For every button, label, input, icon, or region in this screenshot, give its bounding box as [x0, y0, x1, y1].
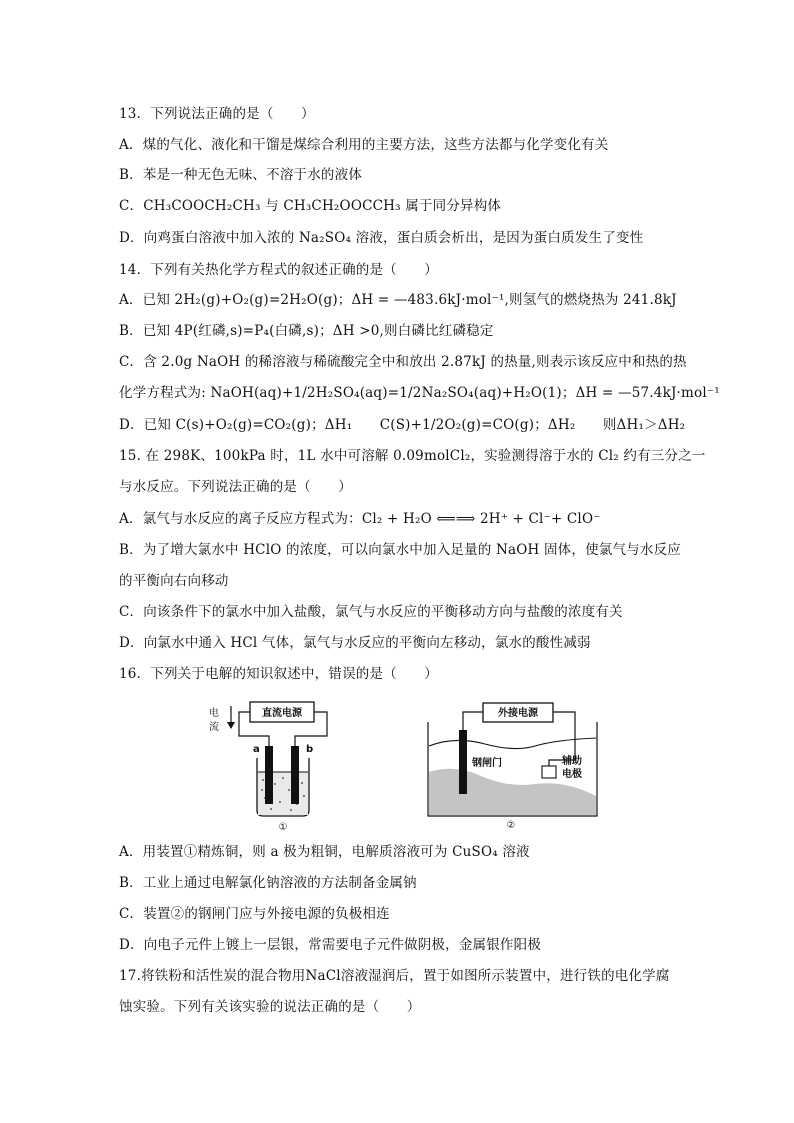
aux-electrode-label-1: 辅助 — [562, 756, 582, 767]
figure-2-caption: ② — [506, 820, 516, 831]
q15-option-a: A．氯气与水反应的离子反应方程式为：Cl₂ + H₂O ⟸⟹ 2H⁺ + Cl⁻+ ClO⁻ — [119, 511, 601, 527]
figure-1-caption: ① — [278, 822, 288, 832]
q15-option-d: D．向氯水中通入 HCl 气体，氯气与水反应的平衡向左移动，氯水的酸性减弱 — [119, 635, 591, 651]
q13-option-d: D．向鸡蛋白溶液中加入浓的 Na₂SO₄ 溶液，蛋白质会析出，是因为蛋白质发生了变性 — [119, 230, 644, 246]
q13-option-a: A．煤的气化、液化和干馏是煤综合利用的主要方法，这些方法都与化学变化有关 — [119, 137, 609, 153]
aux-electrode-label-2: 电极 — [562, 769, 582, 780]
q14-stem: 14．下列有关热化学方程式的叙述正确的是（ ） — [119, 262, 438, 278]
q16-option-d: D．向电子元件上镀上一层银，常需要电子元件做阴极，金属银作阳极 — [119, 937, 542, 953]
q17-stem-line1: 17.将铁粉和活性炭的混合物用NaCl溶液湿润后，置于如图所示装置中，进行铁的电化学腐 — [119, 968, 670, 984]
q14-option-c-line1: C．含 2.0g NaOH 的稀溶液与稀硫酸完全中和放出 2.87kJ 的热量,则表示该反应中和热的热 — [119, 354, 687, 370]
q15-stem-line2: 与水反应。下列说法正确的是（ ） — [119, 479, 352, 495]
wire-to-gate — [463, 712, 483, 730]
q13-option-b: B．苯是一种无色无味、不溶于水的液体 — [119, 167, 363, 183]
electrode-b — [291, 746, 299, 804]
q16-option-a: A．用装置①精炼铜，则 a 极为粗铜，电解质溶液可为 CuSO₄ 溶液 — [119, 844, 530, 860]
q14-option-c-line2: 化学方程式为: NaOH(aq)+1/2H₂SO₄(aq)=1/2Na₂SO₄(aq)+H₂O(1)；ΔH = —57.4kJ·mol⁻¹ — [119, 385, 720, 401]
q16-option-b: B．工业上通过电解氯化钠溶液的方法制备金属钠 — [119, 875, 417, 891]
q15-option-b-line2: 的平衡向右向移动 — [119, 573, 229, 589]
current-label-top: 电 — [209, 708, 219, 719]
q16-stem: 16．下列关于电解的知识叙述中，错误的是（ ） — [119, 666, 438, 682]
q14-option-a: A．已知 2H₂(g)+O₂(g)=2H₂O(g)；ΔH = —483.6kJ·mol⁻¹,则氢气的燃烧热为 241.8kJ — [119, 292, 677, 308]
q14-option-b: B．已知 4P(红磷,s)=P₄(白磷,s)；ΔH >0,则白磷比红磷稳定 — [119, 323, 494, 339]
current-label-bottom: 流 — [209, 722, 219, 733]
external-power-label: 外接电源 — [498, 708, 538, 719]
electrode-a — [265, 746, 273, 804]
steel-gate-label: 钢闸门 — [472, 758, 502, 769]
q15-stem-line1: 15. 在 298K、100kPa 时，1L 水中可溶解 0.09molCl₂，实验测得溶于水的 Cl₂ 约有三分之一 — [119, 448, 706, 464]
q13-stem: 13．下列说法正确的是（ ） — [119, 106, 315, 122]
q15-option-b-line1: B．为了增大氯水中 HClO 的浓度，可以向氯水中加入足量的 NaOH 固体，使氯气与水反应 — [119, 542, 681, 558]
q14-option-d: D．已知 C(s)+O₂(g)=CO₂(g)；ΔH₁ C(S)+1/2O₂(g)=CO(g)；ΔH₂ 则ΔH₁＞ΔH₂ — [119, 417, 686, 433]
electrolysis-cell-figure — [205, 698, 345, 832]
dc-power-label: 直流电源 — [262, 708, 302, 719]
current-arrow-head — [227, 722, 235, 729]
aux-electrode — [542, 766, 556, 778]
q16-option-c: C．装置②的钢闸门应与外接电源的负极相连 — [119, 906, 390, 922]
steel-gate-figure — [425, 700, 605, 832]
q13-option-c: C．CH₃COOCH₂CH₃ 与 CH₃CH₂OOCCH₃ 属于同分异构体 — [119, 198, 502, 214]
electrode-a-label: a — [253, 744, 260, 755]
steel-gate — [459, 730, 467, 794]
q17-stem-line2: 蚀实验。下列有关该实验的说法正确的是（ ） — [119, 999, 421, 1015]
water-surface — [429, 738, 596, 749]
q15-option-c: C．向该条件下的氯水中加入盐酸，氯气与水反应的平衡移动方向与盐酸的浓度有关 — [119, 604, 623, 620]
electrode-b-label: b — [306, 744, 314, 755]
